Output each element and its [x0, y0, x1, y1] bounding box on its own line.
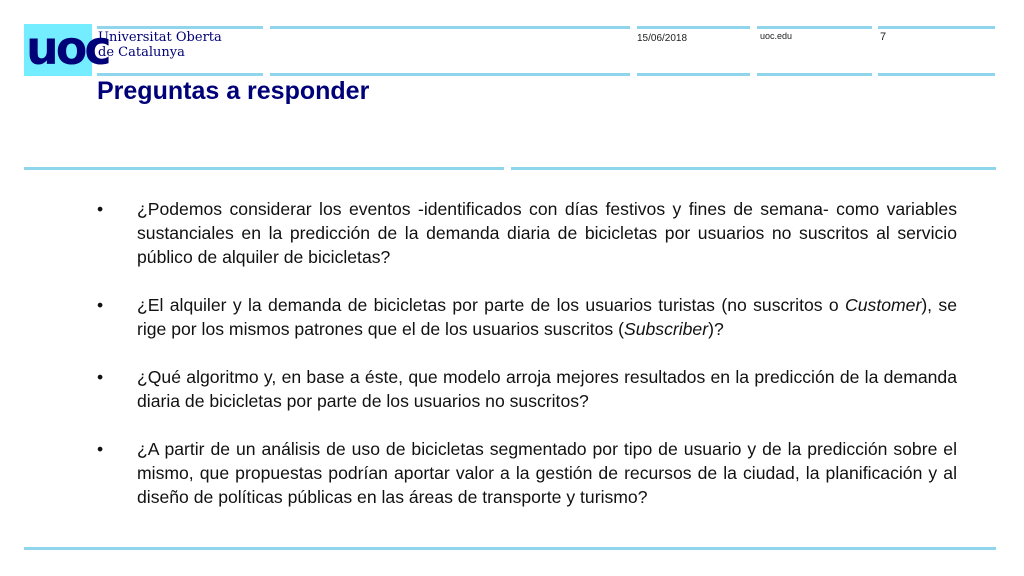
bullet-icon: • — [97, 367, 104, 387]
header-top-rule — [97, 26, 263, 29]
university-name — [98, 30, 268, 60]
question-text: ¿Qué algoritmo y, en base a éste, que modelo arroja mejores resultados en la predicción de la demanda diaria de bicicletas por parte de los usuarios no suscritos? — [137, 367, 957, 411]
customer-term: Customer — [845, 295, 922, 315]
header-top-rule — [878, 26, 995, 29]
bullet-icon: • — [97, 295, 104, 315]
list-item — [97, 197, 957, 269]
header-bottom-rule — [878, 73, 995, 76]
header-bottom-rule — [757, 73, 872, 76]
title-separator-rule — [24, 167, 504, 170]
title-separator-rule — [511, 167, 996, 170]
university-name-line1: Universitat Oberta — [98, 30, 222, 45]
list-item — [97, 293, 957, 341]
question-text: )? — [708, 319, 724, 339]
page-number: 7 — [880, 31, 887, 43]
header-top-rule — [757, 26, 872, 29]
slide-date: 15/06/2018 — [637, 33, 688, 44]
bullet-icon: • — [97, 199, 104, 219]
question-text: ), se rige por los mismos patrones que el de los usuarios suscritos ( — [137, 295, 957, 339]
question-text: ¿Podemos considerar los eventos -identificados con días festivos y fines de semana- como variables sustanciales en la predicción de la demanda diaria de bicicletas por usuarios no suscritos al servicio público de alquiler de bicicletas? — [137, 199, 957, 267]
list-item — [97, 437, 957, 509]
header-bottom-rule — [637, 73, 750, 76]
question-text: ¿El alquiler y la demanda de bicicletas por parte de los usuarios turistas (no suscritos o — [137, 295, 846, 315]
header-top-rule — [637, 26, 750, 29]
question-list — [97, 197, 957, 533]
list-item — [97, 365, 957, 413]
slide-title: Preguntas a responder — [97, 77, 370, 105]
bullet-icon: • — [97, 439, 104, 459]
university-name-line2: de Catalunya — [98, 45, 185, 60]
question-text: ¿A partir de un análisis de uso de bicicletas segmentado por tipo de usuario y de la predicción sobre el mismo, que propuestas podrían aportar valor a la gestión de recursos de la ciudad, la planificación y al diseño de políticas públicas en las áreas de transporte y turismo? — [137, 439, 957, 507]
header-top-rule — [270, 26, 630, 29]
header-bottom-rule — [270, 73, 630, 76]
uoc-logo — [24, 21, 109, 76]
logo-text: uoc — [26, 21, 109, 75]
header-bottom-rule — [97, 73, 263, 76]
site-url: uoc.edu — [760, 31, 793, 41]
subscriber-term: Subscriber — [623, 319, 709, 339]
footer-rule — [24, 547, 996, 550]
